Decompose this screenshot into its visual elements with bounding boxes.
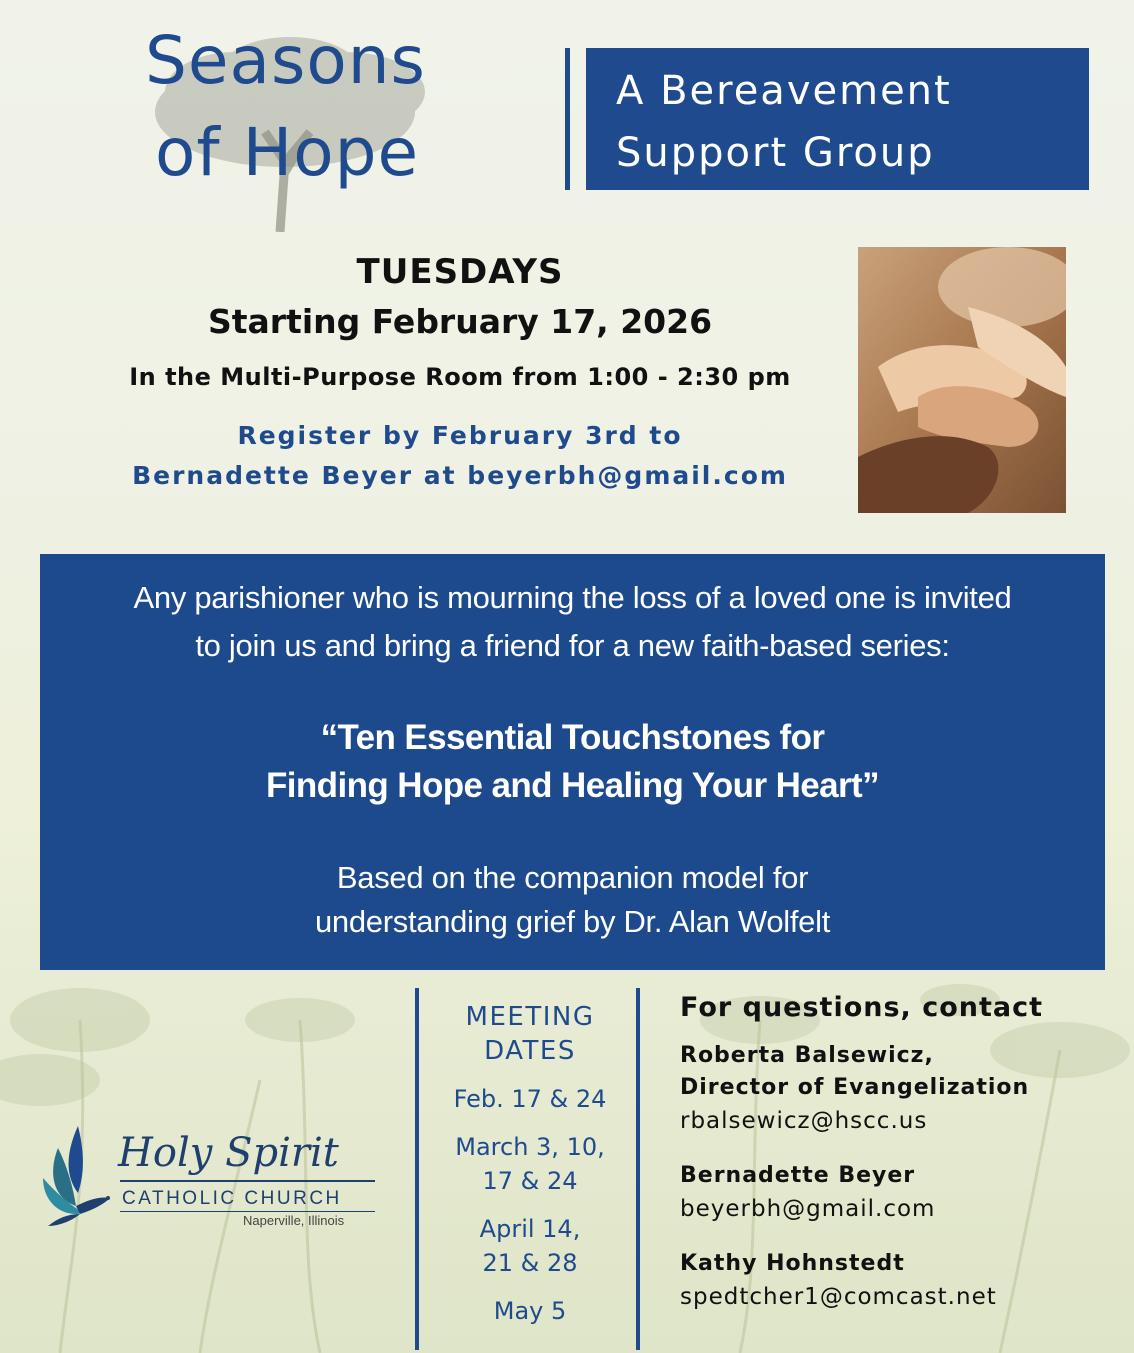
title-divider	[565, 48, 570, 190]
dates-left-divider	[415, 988, 419, 1350]
holding-hands-photo	[858, 247, 1066, 513]
dove-icon	[38, 1118, 124, 1228]
logo-location: Naperville, Illinois	[243, 1213, 345, 1228]
contacts-section	[680, 990, 1120, 1314]
contact-email[interactable]: rbalsewicz@hscc.us	[680, 1108, 928, 1134]
contact-name: Bernadette Beyer	[680, 1163, 916, 1188]
contact-title: Director of Evangelization	[680, 1075, 1030, 1100]
logo-rule-bottom	[120, 1211, 375, 1212]
subtitle-line-2: Support Group	[616, 130, 935, 176]
based-on-text	[40, 856, 1105, 944]
date-line: March 3, 10,	[455, 1133, 605, 1161]
logo-script-name: Holy Spirit	[118, 1130, 339, 1176]
register-info	[60, 416, 860, 496]
date-item-april	[425, 1212, 635, 1280]
contact-roberta	[680, 1040, 1120, 1138]
invitation-line-2: to join us and bring a friend for a new faith-based series:	[195, 628, 950, 663]
contact-email[interactable]: beyerbh@gmail.com	[680, 1196, 936, 1222]
register-line-1: Register by February 3rd to	[237, 421, 683, 450]
date-line: 21 & 28	[482, 1249, 578, 1277]
contact-email[interactable]: spedtcher1@comcast.net	[680, 1284, 997, 1310]
meeting-dates-heading	[425, 1000, 635, 1068]
register-line-2: Bernadette Beyer at beyerbh@gmail.com	[132, 461, 788, 490]
meeting-day: TUESDAYS	[356, 252, 564, 292]
contact-name: Roberta Balsewicz,	[680, 1043, 934, 1068]
invitation-line-1: Any parishioner who is mourning the loss of a loved one is invited	[133, 580, 1012, 615]
title-line-2: of Hope	[155, 114, 420, 191]
meeting-dates-heading-line-2: DATES	[484, 1036, 576, 1066]
date-line: Feb. 17 & 24	[453, 1085, 607, 1113]
date-item-may	[425, 1294, 635, 1328]
invitation-text	[40, 554, 1105, 670]
date-item-march	[425, 1130, 635, 1198]
date-line: April 14,	[479, 1215, 581, 1243]
title-block	[145, 22, 465, 232]
dates-right-divider	[636, 988, 640, 1350]
meeting-dates-heading-line-1: MEETING	[465, 1002, 595, 1032]
room-time: In the Multi-Purpose Room from 1:00 - 2:30 pm	[129, 363, 791, 391]
start-date: Starting February 17, 2026	[207, 302, 713, 341]
subtitle-line-1: A Bereavement	[616, 68, 952, 114]
based-on-line-1: Based on the companion model for	[336, 860, 809, 895]
description-panel	[40, 554, 1105, 970]
church-logo	[38, 1118, 383, 1233]
title-line-1: Seasons	[145, 22, 426, 99]
series-title	[40, 714, 1105, 810]
date-item-feb	[425, 1082, 635, 1116]
contacts-heading: For questions, contact	[680, 992, 1044, 1023]
logo-rule-top	[120, 1180, 375, 1182]
meeting-dates	[425, 1000, 635, 1328]
date-line: 17 & 24	[482, 1167, 578, 1195]
based-on-line-2: understanding grief by Dr. Alan Wolfelt	[314, 904, 831, 939]
series-title-line-2: Finding Hope and Healing Your Heart”	[266, 766, 879, 805]
date-line: May 5	[493, 1297, 567, 1325]
series-title-line-1: “Ten Essential Touchstones for	[320, 718, 825, 757]
schedule-info	[60, 250, 860, 496]
contact-kathy	[680, 1248, 1120, 1314]
contact-name: Kathy Hohnstedt	[680, 1251, 905, 1276]
contact-bernadette	[680, 1160, 1120, 1226]
subtitle-box	[586, 48, 1089, 190]
logo-church-name: CATHOLIC CHURCH	[122, 1188, 342, 1209]
